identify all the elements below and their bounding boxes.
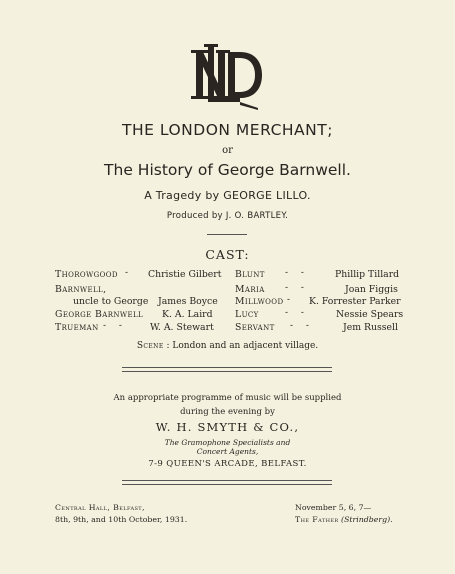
next-play-line [295,514,393,526]
or-conjunction: or [222,145,233,156]
music-note [0,391,455,419]
cast-actor: Phillip Tillard [335,269,400,280]
cast-actor: Joan Figgis [345,284,398,295]
cast-role: uncle to George [73,296,149,307]
cast-dash: - - [103,321,122,331]
next-dates-line: November 5, 6, 7— [295,503,372,512]
cast-actor: K. Forrester Parker [309,296,401,307]
short-divider [207,234,247,235]
next-play-title: The Father [295,515,339,524]
cast-heading: CAST: [205,247,250,262]
cast-role: Servant [235,322,275,333]
producer-line: Produced by J. O. BARTLEY. [166,211,289,221]
cast-dash: - - [285,268,304,278]
cast-dash: - - [285,308,304,318]
venue-block [55,502,187,526]
double-rule-top [122,367,332,372]
cast-actor: K. A. Laird [162,309,213,320]
cast-role: Maria [235,284,265,295]
scene-line [0,341,455,351]
cast-actor: Jem Russell [343,322,398,333]
music-line-2: during the evening by [180,407,275,417]
sponsor-description [0,438,455,456]
cast-dash: - [287,295,291,305]
cast-actor: Christie Gilbert [148,269,222,280]
double-rule-bottom [122,480,332,485]
nld-monogram-logo [188,44,268,110]
next-play-author: (Strindberg). [341,515,393,524]
scene-label: Scene [136,341,164,351]
specialists-line-2: Concert Agents, [196,447,259,456]
cast-role: Lucy [235,309,259,320]
cast-actor: James Boyce [158,296,218,307]
scene-text: : London and an adjacent village. [166,341,319,351]
cast-actor: W. A. Stewart [150,322,214,333]
cast-role: Barnwell, [55,284,107,295]
next-production-block [295,502,393,526]
play-title: THE LONDON MERCHANT; [122,121,333,139]
play-subtitle: The History of George Barnwell. [104,161,351,179]
venue-line: Central Hall, Belfast, [55,503,145,512]
cast-actor: Nessie Spears [336,309,404,320]
cast-role: Millwood [235,296,284,307]
music-line-1: An appropriate programme of music will be supplied [113,393,342,403]
sponsor-address: 7-9 QUEEN'S ARCADE, BELFAST. [148,459,307,469]
cast-role: George Barnwell [55,309,144,320]
author-line: A Tragedy by GEORGE LILLO. [144,189,311,202]
specialists-line-1: The Gramophone Specialists and [164,438,291,447]
cast-role: Trueman [55,322,99,333]
cast-role: Blunt [235,269,265,280]
dates-line: 8th, 9th, and 10th October, 1931. [55,515,188,524]
cast-role: Thorowgood [55,269,118,280]
cast-dash: - - [285,283,304,293]
sponsor-name: W. H. SMYTH & CO., [155,420,300,434]
cast-dash: - [125,268,129,278]
cast-dash: - - [290,321,309,331]
